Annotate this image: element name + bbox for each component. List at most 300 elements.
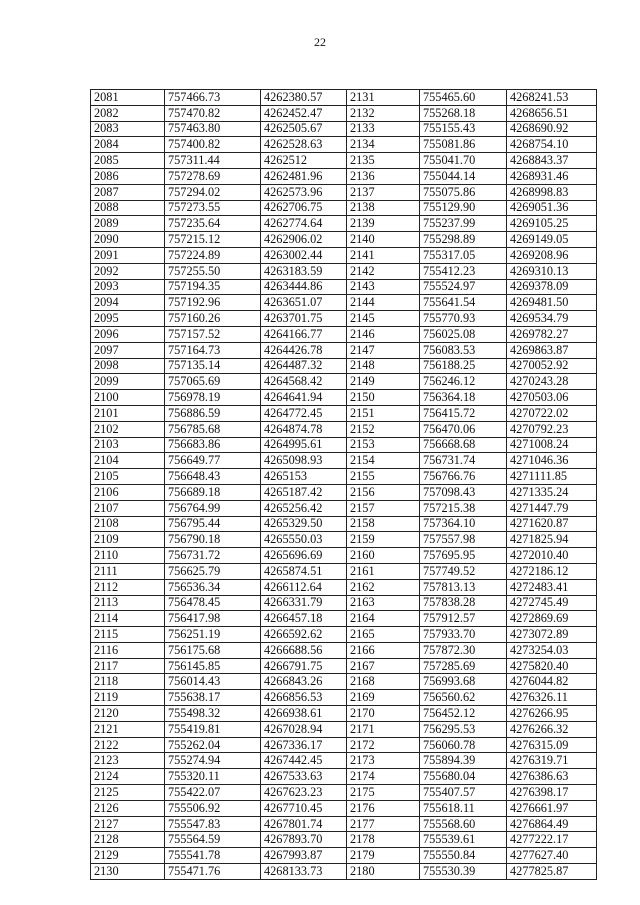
x-coordinate-cell: 755407.57 bbox=[420, 785, 507, 801]
y-coordinate-cell: 4268241.53 bbox=[507, 90, 597, 106]
y-coordinate-cell: 4267533.63 bbox=[261, 769, 347, 785]
x-coordinate-cell: 756764.99 bbox=[165, 500, 261, 516]
x-coordinate-cell: 755638.17 bbox=[165, 690, 261, 706]
point-number-cell: 2144 bbox=[347, 295, 420, 311]
table-row bbox=[91, 342, 597, 358]
point-number-cell: 2163 bbox=[347, 595, 420, 611]
point-number-cell: 2143 bbox=[347, 279, 420, 295]
table-row bbox=[91, 168, 597, 184]
y-coordinate-cell: 4271620.87 bbox=[507, 516, 597, 532]
x-coordinate-cell: 757192.96 bbox=[165, 295, 261, 311]
y-coordinate-cell: 4271111.85 bbox=[507, 469, 597, 485]
y-coordinate-cell: 4269149.05 bbox=[507, 232, 597, 248]
point-number-cell: 2113 bbox=[91, 595, 165, 611]
table-row bbox=[91, 484, 597, 500]
point-number-cell: 2094 bbox=[91, 295, 165, 311]
table-row bbox=[91, 374, 597, 390]
point-number-cell: 2148 bbox=[347, 358, 420, 374]
x-coordinate-cell: 756648.43 bbox=[165, 469, 261, 485]
x-coordinate-cell: 756625.79 bbox=[165, 563, 261, 579]
y-coordinate-cell: 4266331.79 bbox=[261, 595, 347, 611]
point-number-cell: 2133 bbox=[347, 121, 420, 137]
y-coordinate-cell: 4264426.78 bbox=[261, 342, 347, 358]
point-number-cell: 2089 bbox=[91, 216, 165, 232]
point-number-cell: 2123 bbox=[91, 753, 165, 769]
table-row bbox=[91, 674, 597, 690]
x-coordinate-cell: 757194.35 bbox=[165, 279, 261, 295]
y-coordinate-cell: 4265187.42 bbox=[261, 484, 347, 500]
point-number-cell: 2081 bbox=[91, 90, 165, 106]
point-number-cell: 2152 bbox=[347, 421, 420, 437]
y-coordinate-cell: 4276386.63 bbox=[507, 769, 597, 785]
x-coordinate-cell: 757235.64 bbox=[165, 216, 261, 232]
point-number-cell: 2153 bbox=[347, 437, 420, 453]
x-coordinate-cell: 755044.14 bbox=[420, 168, 507, 184]
table-row bbox=[91, 311, 597, 327]
x-coordinate-cell: 756795.44 bbox=[165, 516, 261, 532]
table-row bbox=[91, 279, 597, 295]
x-coordinate-cell: 755680.04 bbox=[420, 769, 507, 785]
x-coordinate-cell: 757912.57 bbox=[420, 611, 507, 627]
x-coordinate-cell: 755564.59 bbox=[165, 832, 261, 848]
table-row bbox=[91, 153, 597, 169]
x-coordinate-cell: 757311.44 bbox=[165, 153, 261, 169]
table-row bbox=[91, 642, 597, 658]
point-number-cell: 2088 bbox=[91, 200, 165, 216]
point-number-cell: 2149 bbox=[347, 374, 420, 390]
point-number-cell: 2096 bbox=[91, 326, 165, 342]
x-coordinate-cell: 757157.52 bbox=[165, 326, 261, 342]
point-number-cell: 2160 bbox=[347, 548, 420, 564]
y-coordinate-cell: 4276266.95 bbox=[507, 706, 597, 722]
point-number-cell: 2129 bbox=[91, 848, 165, 864]
x-coordinate-cell: 756689.18 bbox=[165, 484, 261, 500]
y-coordinate-cell: 4263651.07 bbox=[261, 295, 347, 311]
point-number-cell: 2131 bbox=[347, 90, 420, 106]
point-number-cell: 2137 bbox=[347, 184, 420, 200]
x-coordinate-cell: 755422.07 bbox=[165, 785, 261, 801]
y-coordinate-cell: 4272010.40 bbox=[507, 548, 597, 564]
x-coordinate-cell: 756025.08 bbox=[420, 326, 507, 342]
y-coordinate-cell: 4262774.64 bbox=[261, 216, 347, 232]
y-coordinate-cell: 4268690.92 bbox=[507, 121, 597, 137]
point-number-cell: 2109 bbox=[91, 532, 165, 548]
y-coordinate-cell: 4270052.92 bbox=[507, 358, 597, 374]
x-coordinate-cell: 756731.74 bbox=[420, 453, 507, 469]
y-coordinate-cell: 4267801.74 bbox=[261, 816, 347, 832]
table-row bbox=[91, 595, 597, 611]
table-row bbox=[91, 469, 597, 485]
point-number-cell: 2103 bbox=[91, 437, 165, 453]
x-coordinate-cell: 756364.18 bbox=[420, 390, 507, 406]
y-coordinate-cell: 4262573.96 bbox=[261, 184, 347, 200]
x-coordinate-cell: 756668.68 bbox=[420, 437, 507, 453]
point-number-cell: 2108 bbox=[91, 516, 165, 532]
y-coordinate-cell: 4272483.41 bbox=[507, 579, 597, 595]
y-coordinate-cell: 4276864.49 bbox=[507, 816, 597, 832]
table-row bbox=[91, 721, 597, 737]
point-number-cell: 2102 bbox=[91, 421, 165, 437]
table-row bbox=[91, 200, 597, 216]
y-coordinate-cell: 4277825.87 bbox=[507, 864, 597, 880]
x-coordinate-cell: 756452.12 bbox=[420, 706, 507, 722]
point-number-cell: 2136 bbox=[347, 168, 420, 184]
y-coordinate-cell: 4267336.17 bbox=[261, 737, 347, 753]
point-number-cell: 2127 bbox=[91, 816, 165, 832]
y-coordinate-cell: 4266791.75 bbox=[261, 658, 347, 674]
point-number-cell: 2175 bbox=[347, 785, 420, 801]
y-coordinate-cell: 4264874.78 bbox=[261, 421, 347, 437]
table-row bbox=[91, 516, 597, 532]
x-coordinate-cell: 755530.39 bbox=[420, 864, 507, 880]
x-coordinate-cell: 757695.95 bbox=[420, 548, 507, 564]
x-coordinate-cell: 755262.04 bbox=[165, 737, 261, 753]
table-row bbox=[91, 390, 597, 406]
y-coordinate-cell: 4269208.96 bbox=[507, 247, 597, 263]
table-row bbox=[91, 358, 597, 374]
y-coordinate-cell: 4269782.27 bbox=[507, 326, 597, 342]
point-number-cell: 2112 bbox=[91, 579, 165, 595]
y-coordinate-cell: 4276315.09 bbox=[507, 737, 597, 753]
point-number-cell: 2083 bbox=[91, 121, 165, 137]
y-coordinate-cell: 4271825.94 bbox=[507, 532, 597, 548]
y-coordinate-cell: 4265329.50 bbox=[261, 516, 347, 532]
y-coordinate-cell: 4271335.24 bbox=[507, 484, 597, 500]
y-coordinate-cell: 4265256.42 bbox=[261, 500, 347, 516]
x-coordinate-cell: 755618.11 bbox=[420, 800, 507, 816]
point-number-cell: 2161 bbox=[347, 563, 420, 579]
coordinates-table-body bbox=[91, 90, 597, 880]
x-coordinate-cell: 755550.84 bbox=[420, 848, 507, 864]
y-coordinate-cell: 4264166.77 bbox=[261, 326, 347, 342]
x-coordinate-cell: 757255.50 bbox=[165, 263, 261, 279]
y-coordinate-cell: 4268998.83 bbox=[507, 184, 597, 200]
point-number-cell: 2091 bbox=[91, 247, 165, 263]
y-coordinate-cell: 4262906.02 bbox=[261, 232, 347, 248]
x-coordinate-cell: 756295.53 bbox=[420, 721, 507, 737]
x-coordinate-cell: 755539.61 bbox=[420, 832, 507, 848]
point-number-cell: 2087 bbox=[91, 184, 165, 200]
table-row bbox=[91, 769, 597, 785]
y-coordinate-cell: 4276326.11 bbox=[507, 690, 597, 706]
x-coordinate-cell: 756415.72 bbox=[420, 405, 507, 421]
point-number-cell: 2177 bbox=[347, 816, 420, 832]
x-coordinate-cell: 756560.62 bbox=[420, 690, 507, 706]
y-coordinate-cell: 4271008.24 bbox=[507, 437, 597, 453]
point-number-cell: 2174 bbox=[347, 769, 420, 785]
x-coordinate-cell: 756683.86 bbox=[165, 437, 261, 453]
x-coordinate-cell: 757285.69 bbox=[420, 658, 507, 674]
y-coordinate-cell: 4266938.61 bbox=[261, 706, 347, 722]
point-number-cell: 2101 bbox=[91, 405, 165, 421]
point-number-cell: 2169 bbox=[347, 690, 420, 706]
x-coordinate-cell: 756014.43 bbox=[165, 674, 261, 690]
table-row bbox=[91, 137, 597, 153]
point-number-cell: 2120 bbox=[91, 706, 165, 722]
x-coordinate-cell: 755129.90 bbox=[420, 200, 507, 216]
table-row bbox=[91, 563, 597, 579]
y-coordinate-cell: 4267442.45 bbox=[261, 753, 347, 769]
x-coordinate-cell: 757224.89 bbox=[165, 247, 261, 263]
x-coordinate-cell: 757749.52 bbox=[420, 563, 507, 579]
y-coordinate-cell: 4267893.70 bbox=[261, 832, 347, 848]
y-coordinate-cell: 4262380.57 bbox=[261, 90, 347, 106]
point-number-cell: 2172 bbox=[347, 737, 420, 753]
point-number-cell: 2097 bbox=[91, 342, 165, 358]
point-number-cell: 2117 bbox=[91, 658, 165, 674]
table-row bbox=[91, 405, 597, 421]
point-number-cell: 2170 bbox=[347, 706, 420, 722]
point-number-cell: 2138 bbox=[347, 200, 420, 216]
x-coordinate-cell: 756886.59 bbox=[165, 405, 261, 421]
y-coordinate-cell: 4270792.23 bbox=[507, 421, 597, 437]
x-coordinate-cell: 757933.70 bbox=[420, 627, 507, 643]
point-number-cell: 2158 bbox=[347, 516, 420, 532]
y-coordinate-cell: 4276266.32 bbox=[507, 721, 597, 737]
table-row bbox=[91, 295, 597, 311]
point-number-cell: 2155 bbox=[347, 469, 420, 485]
point-number-cell: 2134 bbox=[347, 137, 420, 153]
y-coordinate-cell: 4269105.25 bbox=[507, 216, 597, 232]
x-coordinate-cell: 755524.97 bbox=[420, 279, 507, 295]
y-coordinate-cell: 4269534.79 bbox=[507, 311, 597, 327]
table-row bbox=[91, 690, 597, 706]
point-number-cell: 2104 bbox=[91, 453, 165, 469]
y-coordinate-cell: 4266112.64 bbox=[261, 579, 347, 595]
point-number-cell: 2151 bbox=[347, 405, 420, 421]
y-coordinate-cell: 4263183.59 bbox=[261, 263, 347, 279]
y-coordinate-cell: 4273254.03 bbox=[507, 642, 597, 658]
x-coordinate-cell: 755298.89 bbox=[420, 232, 507, 248]
point-number-cell: 2139 bbox=[347, 216, 420, 232]
x-coordinate-cell: 755498.32 bbox=[165, 706, 261, 722]
y-coordinate-cell: 4268754.10 bbox=[507, 137, 597, 153]
y-coordinate-cell: 4275820.40 bbox=[507, 658, 597, 674]
point-number-cell: 2171 bbox=[347, 721, 420, 737]
y-coordinate-cell: 4262528.63 bbox=[261, 137, 347, 153]
table-row bbox=[91, 816, 597, 832]
x-coordinate-cell: 755274.94 bbox=[165, 753, 261, 769]
point-number-cell: 2098 bbox=[91, 358, 165, 374]
point-number-cell: 2105 bbox=[91, 469, 165, 485]
y-coordinate-cell: 4270722.02 bbox=[507, 405, 597, 421]
point-number-cell: 2130 bbox=[91, 864, 165, 880]
x-coordinate-cell: 756993.68 bbox=[420, 674, 507, 690]
x-coordinate-cell: 757273.55 bbox=[165, 200, 261, 216]
x-coordinate-cell: 757215.38 bbox=[420, 500, 507, 516]
table-row bbox=[91, 832, 597, 848]
y-coordinate-cell: 4269310.13 bbox=[507, 263, 597, 279]
y-coordinate-cell: 4272186.12 bbox=[507, 563, 597, 579]
y-coordinate-cell: 4276044.82 bbox=[507, 674, 597, 690]
x-coordinate-cell: 756251.19 bbox=[165, 627, 261, 643]
x-coordinate-cell: 757164.73 bbox=[165, 342, 261, 358]
point-number-cell: 2176 bbox=[347, 800, 420, 816]
x-coordinate-cell: 756175.68 bbox=[165, 642, 261, 658]
x-coordinate-cell: 755568.60 bbox=[420, 816, 507, 832]
y-coordinate-cell: 4269863.87 bbox=[507, 342, 597, 358]
point-number-cell: 2124 bbox=[91, 769, 165, 785]
point-number-cell: 2167 bbox=[347, 658, 420, 674]
x-coordinate-cell: 757463.80 bbox=[165, 121, 261, 137]
table-row bbox=[91, 232, 597, 248]
y-coordinate-cell: 4266457.18 bbox=[261, 611, 347, 627]
point-number-cell: 2119 bbox=[91, 690, 165, 706]
x-coordinate-cell: 755547.83 bbox=[165, 816, 261, 832]
point-number-cell: 2179 bbox=[347, 848, 420, 864]
x-coordinate-cell: 757098.43 bbox=[420, 484, 507, 500]
y-coordinate-cell: 4266592.62 bbox=[261, 627, 347, 643]
y-coordinate-cell: 4264568.42 bbox=[261, 374, 347, 390]
x-coordinate-cell: 757065.69 bbox=[165, 374, 261, 390]
coordinates-table bbox=[90, 89, 597, 880]
table-row bbox=[91, 579, 597, 595]
y-coordinate-cell: 4265098.93 bbox=[261, 453, 347, 469]
x-coordinate-cell: 756536.34 bbox=[165, 579, 261, 595]
point-number-cell: 2126 bbox=[91, 800, 165, 816]
page-number: 22 bbox=[314, 35, 326, 49]
y-coordinate-cell: 4273072.89 bbox=[507, 627, 597, 643]
point-number-cell: 2093 bbox=[91, 279, 165, 295]
point-number-cell: 2135 bbox=[347, 153, 420, 169]
point-number-cell: 2164 bbox=[347, 611, 420, 627]
x-coordinate-cell: 757872.30 bbox=[420, 642, 507, 658]
point-number-cell: 2147 bbox=[347, 342, 420, 358]
point-number-cell: 2090 bbox=[91, 232, 165, 248]
point-number-cell: 2142 bbox=[347, 263, 420, 279]
y-coordinate-cell: 4271046.36 bbox=[507, 453, 597, 469]
x-coordinate-cell: 756188.25 bbox=[420, 358, 507, 374]
point-number-cell: 2092 bbox=[91, 263, 165, 279]
table-row bbox=[91, 421, 597, 437]
x-coordinate-cell: 756083.53 bbox=[420, 342, 507, 358]
point-number-cell: 2114 bbox=[91, 611, 165, 627]
table-row bbox=[91, 737, 597, 753]
x-coordinate-cell: 755471.76 bbox=[165, 864, 261, 880]
y-coordinate-cell: 4266843.26 bbox=[261, 674, 347, 690]
y-coordinate-cell: 4262452.47 bbox=[261, 105, 347, 121]
point-number-cell: 2116 bbox=[91, 642, 165, 658]
point-number-cell: 2141 bbox=[347, 247, 420, 263]
point-number-cell: 2118 bbox=[91, 674, 165, 690]
point-number-cell: 2157 bbox=[347, 500, 420, 516]
point-number-cell: 2173 bbox=[347, 753, 420, 769]
point-number-cell: 2168 bbox=[347, 674, 420, 690]
point-number-cell: 2146 bbox=[347, 326, 420, 342]
y-coordinate-cell: 4264487.32 bbox=[261, 358, 347, 374]
y-coordinate-cell: 4270503.06 bbox=[507, 390, 597, 406]
y-coordinate-cell: 4264772.45 bbox=[261, 405, 347, 421]
x-coordinate-cell: 755320.11 bbox=[165, 769, 261, 785]
x-coordinate-cell: 756731.72 bbox=[165, 548, 261, 564]
x-coordinate-cell: 756978.19 bbox=[165, 390, 261, 406]
table-row bbox=[91, 785, 597, 801]
table-row bbox=[91, 864, 597, 880]
x-coordinate-cell: 757470.82 bbox=[165, 105, 261, 121]
table-row bbox=[91, 753, 597, 769]
point-number-cell: 2099 bbox=[91, 374, 165, 390]
y-coordinate-cell: 4276661.97 bbox=[507, 800, 597, 816]
x-coordinate-cell: 755081.86 bbox=[420, 137, 507, 153]
y-coordinate-cell: 4264641.94 bbox=[261, 390, 347, 406]
x-coordinate-cell: 757160.26 bbox=[165, 311, 261, 327]
x-coordinate-cell: 757557.98 bbox=[420, 532, 507, 548]
y-coordinate-cell: 4265550.03 bbox=[261, 532, 347, 548]
y-coordinate-cell: 4262505.67 bbox=[261, 121, 347, 137]
x-coordinate-cell: 757135.14 bbox=[165, 358, 261, 374]
point-number-cell: 2178 bbox=[347, 832, 420, 848]
x-coordinate-cell: 757364.10 bbox=[420, 516, 507, 532]
y-coordinate-cell: 4266688.56 bbox=[261, 642, 347, 658]
table-row bbox=[91, 658, 597, 674]
table-row bbox=[91, 216, 597, 232]
y-coordinate-cell: 4266856.53 bbox=[261, 690, 347, 706]
x-coordinate-cell: 757215.12 bbox=[165, 232, 261, 248]
y-coordinate-cell: 4271447.79 bbox=[507, 500, 597, 516]
x-coordinate-cell: 755155.43 bbox=[420, 121, 507, 137]
point-number-cell: 2180 bbox=[347, 864, 420, 880]
y-coordinate-cell: 4276398.17 bbox=[507, 785, 597, 801]
y-coordinate-cell: 4263444.86 bbox=[261, 279, 347, 295]
x-coordinate-cell: 755317.05 bbox=[420, 247, 507, 263]
point-number-cell: 2115 bbox=[91, 627, 165, 643]
x-coordinate-cell: 756145.85 bbox=[165, 658, 261, 674]
y-coordinate-cell: 4265153 bbox=[261, 469, 347, 485]
table-row bbox=[91, 263, 597, 279]
y-coordinate-cell: 4267993.87 bbox=[261, 848, 347, 864]
table-row bbox=[91, 548, 597, 564]
x-coordinate-cell: 756785.68 bbox=[165, 421, 261, 437]
table-row bbox=[91, 611, 597, 627]
point-number-cell: 2150 bbox=[347, 390, 420, 406]
y-coordinate-cell: 4269378.09 bbox=[507, 279, 597, 295]
y-coordinate-cell: 4262706.75 bbox=[261, 200, 347, 216]
table-row bbox=[91, 800, 597, 816]
point-number-cell: 2132 bbox=[347, 105, 420, 121]
x-coordinate-cell: 755237.99 bbox=[420, 216, 507, 232]
table-row bbox=[91, 90, 597, 106]
table-row bbox=[91, 105, 597, 121]
point-number-cell: 2156 bbox=[347, 484, 420, 500]
y-coordinate-cell: 4268931.46 bbox=[507, 168, 597, 184]
point-number-cell: 2082 bbox=[91, 105, 165, 121]
point-number-cell: 2121 bbox=[91, 721, 165, 737]
x-coordinate-cell: 757466.73 bbox=[165, 90, 261, 106]
x-coordinate-cell: 755412.23 bbox=[420, 263, 507, 279]
point-number-cell: 2100 bbox=[91, 390, 165, 406]
x-coordinate-cell: 755075.86 bbox=[420, 184, 507, 200]
table-row bbox=[91, 848, 597, 864]
x-coordinate-cell: 757400.82 bbox=[165, 137, 261, 153]
x-coordinate-cell: 757294.02 bbox=[165, 184, 261, 200]
y-coordinate-cell: 4268656.51 bbox=[507, 105, 597, 121]
table-row bbox=[91, 247, 597, 263]
x-coordinate-cell: 756790.18 bbox=[165, 532, 261, 548]
point-number-cell: 2145 bbox=[347, 311, 420, 327]
point-number-cell: 2140 bbox=[347, 232, 420, 248]
x-coordinate-cell: 757838.28 bbox=[420, 595, 507, 611]
x-coordinate-cell: 756766.76 bbox=[420, 469, 507, 485]
y-coordinate-cell: 4267710.45 bbox=[261, 800, 347, 816]
x-coordinate-cell: 755506.92 bbox=[165, 800, 261, 816]
x-coordinate-cell: 755641.54 bbox=[420, 295, 507, 311]
table-row bbox=[91, 500, 597, 516]
x-coordinate-cell: 756417.98 bbox=[165, 611, 261, 627]
point-number-cell: 2125 bbox=[91, 785, 165, 801]
x-coordinate-cell: 756478.45 bbox=[165, 595, 261, 611]
x-coordinate-cell: 755465.60 bbox=[420, 90, 507, 106]
y-coordinate-cell: 4270243.28 bbox=[507, 374, 597, 390]
